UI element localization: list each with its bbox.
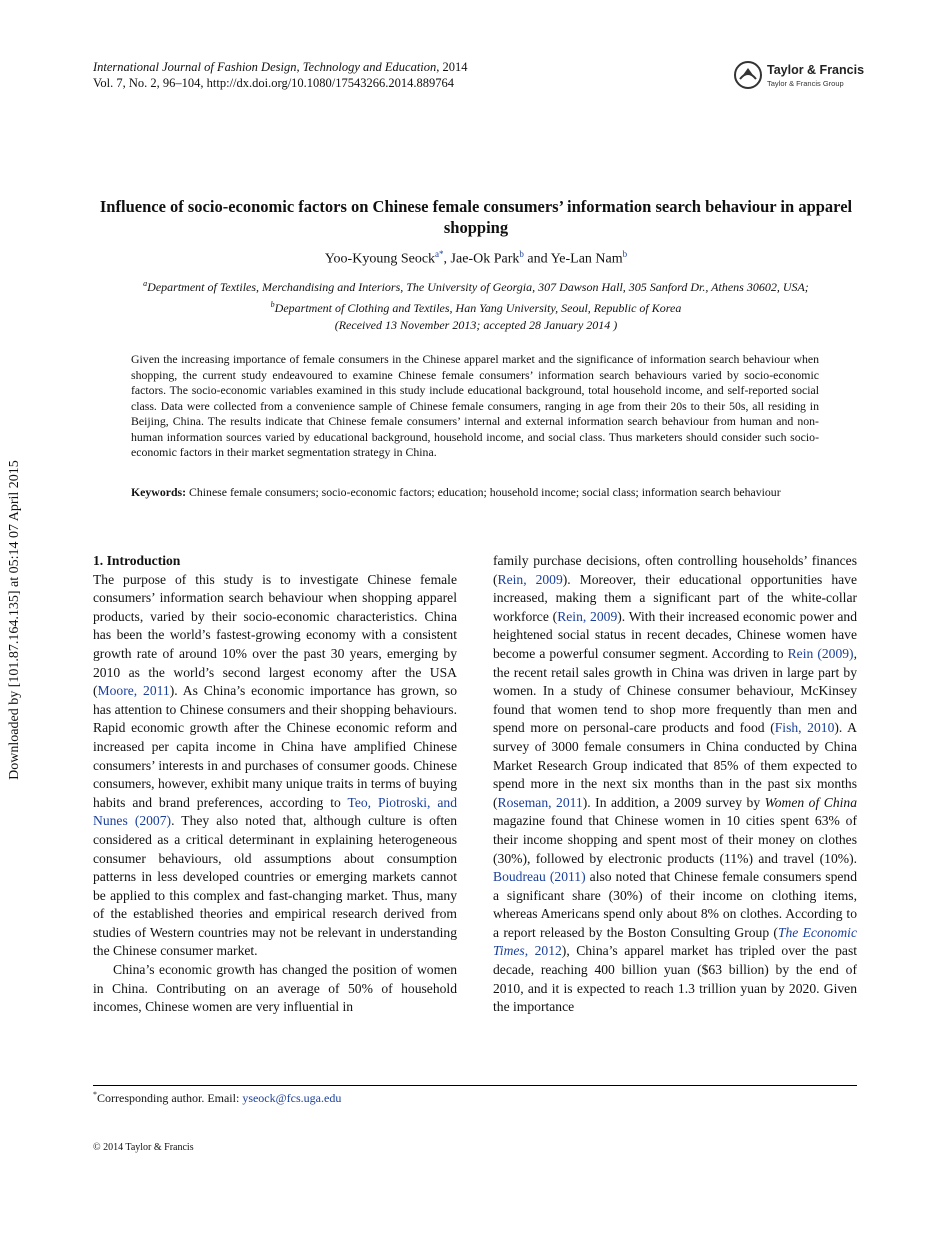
author-list: Yoo-Kyoung Seock$^{a*}$, Jae-Ok Park$^b$ and Ye-Lan Nam$^b$	[324, 249, 628, 267]
download-stamp: Downloaded by [101.87.164.135] at 05:14 07 April 2015	[7, 460, 22, 780]
affiliations	[120, 275, 832, 317]
author-name: Yoo-Kyoung Seock	[324, 251, 436, 267]
paragraph: China’s economic growth has changed the position of women in China. Contributing on an average of 50% of household incomes, Chinese women are very influential in	[93, 962, 457, 1015]
affil-mark: b	[270, 300, 275, 309]
footnote-text: Corresponding author. Email:	[97, 1091, 243, 1105]
text-run: , the recent retail sales growth in China was driven in large part by women. In a study of Chinese consumer behaviour, McKinsey found that women tend to shop more frequently than men and spend more on personal-care products and food (	[493, 645, 857, 736]
text-run: magazine found that Chinese women in 10 cities spent 63% of their income shopping and spent most of their money on clothes (30%), followed by electronic products (11%) and travel (10%).	[493, 813, 857, 866]
text-run: ). Moreover, their educational opportunities have increased, making them a significant part of the white-collar workforce (	[493, 571, 857, 624]
article-title: Influence of socio-economic factors on Chinese female consumers’ information search behaviour in apparel shopping	[99, 197, 853, 237]
citation-year: , 2012	[524, 943, 562, 959]
text-run: The purpose of this study is to investigate Chinese female consumers’ information search behaviour when shopping apparel products, varied by their socio-economic characteristics. China has been the world’s fastest-growing economy with a consistent growth rate of around 10% over the past 30 years, emerging by 2010 as the world’s second largest economy after the USA (	[93, 571, 457, 699]
keywords	[131, 485, 819, 501]
citation: Vol. 7, No. 2, 96–104, http://dx.doi.org/10.1080/17543266.2014.889764	[93, 76, 455, 90]
keywords-label: Keywords:	[131, 485, 187, 499]
author-mark: a*	[435, 249, 444, 259]
author-name: Jae-Ok Park	[450, 251, 520, 267]
footnote	[93, 1090, 341, 1106]
text-run: ). In addition, a 2009 survey by	[582, 794, 765, 810]
email-link[interactable]: yseock@fcs.uga.edu	[242, 1091, 342, 1105]
received-dates: (Received 13 November 2013; accepted 28 January 2014 )	[334, 318, 618, 332]
text-run: family purchase decisions, often controlling households’ finances (	[493, 553, 857, 587]
citation-link[interactable]: Fish, 2010	[774, 720, 835, 736]
citation-italic: The Economic Times	[493, 924, 857, 959]
text-run: ). A survey of 3000 female consumers in China conducted by China Market Research Group indicated that 85% of them expected to spend more in the next six months than in the past six months (	[493, 720, 857, 810]
author-mark: b	[519, 249, 524, 259]
citation-link[interactable]: Moore, 2011	[97, 683, 170, 699]
abstract: Given the increasing importance of female consumers in the Chinese apparel market and the significance of information search behaviour when shopping, the current study endeavoured to examine Chinese female consumers’ information search behaviours varied by socio-economic factors. The socio-economic variables examined in this study include educational background, total household income, and self-reported social class. Data were collected from a convenience sample of Chinese female consumers, ranging in age from their 20s to their 50s, all residing in Beijing, China. The results indicate that Chinese female consumers’ internal and external information search behaviour from human and non-human information sources varied by educational background, household income, and social class. Thus marketers should consider such socio-economic factors in their market segmentation strategy in China.	[131, 352, 819, 459]
publisher-brand: Taylor & Francis	[767, 63, 865, 77]
citation-link[interactable]: Rein, 2009	[497, 571, 563, 587]
text-run: ). With their increased economic power and heightened social status in recent decades, Chinese women have become a powerful consumer segment. According to	[493, 608, 857, 661]
journal-header	[93, 59, 468, 91]
affil-mark: a	[143, 279, 148, 288]
journal-year: , 2014	[436, 60, 468, 74]
paragraph	[493, 552, 857, 1017]
citation-link[interactable]: Boudreau (2011)	[493, 869, 586, 885]
affiliation-a: Department of Textiles, Merchandising and Interiors, The University of Georgia, 307 Dawson Hall, 305 Sanford Dr., Athens 30602, USA;	[147, 280, 809, 294]
section-heading: 1. Introduction	[93, 553, 181, 568]
magazine-title: Women of China	[764, 794, 858, 810]
taylor-francis-emblem-icon	[733, 60, 763, 90]
publisher-group: Taylor & Francis Group	[767, 79, 844, 88]
keywords-list: Chinese female consumers; socio-economic factors; education; household income; social class; information search behaviour	[189, 485, 781, 499]
citation-link[interactable]: Teo, Piotroski, and Nunes (2007)	[93, 794, 457, 829]
text-run: ), China’s apparel market has tripled over the past decade, reaching 400 billion yuan ($63 billion) by the end of 2010, and it is expected to reach 1.3 trillion yuan by 2020. Given the importance	[493, 943, 858, 1015]
author-mark: b	[622, 249, 628, 259]
author-name: Ye-Lan Nam	[550, 251, 623, 267]
citation-link[interactable]: Rein, 2009	[557, 608, 618, 624]
publisher-logo[interactable]	[733, 60, 863, 94]
footnote-divider	[93, 1085, 857, 1086]
citation-link[interactable]: Roseman, 2011	[497, 794, 583, 810]
footnote-mark: *	[93, 1090, 97, 1099]
paragraph	[93, 571, 457, 961]
affiliation-b: Department of Clothing and Textiles, Han Yang University, Seoul, Republic of Korea	[274, 301, 682, 315]
left-column	[93, 552, 457, 1017]
text-run: ). As China’s economic importance has grown, so has attention to Chinese consumers and their shopping behaviours. Rapid economic growth after the Chinese economic reform and increased per capita income in China have amplified Chinese consumers’ interests in and purchases of consumer goods. Chinese consumers, however, exhibit many unique traits in terms of buying habits and brand preferences, according to	[93, 683, 457, 810]
copyright: © 2014 Taylor & Francis	[93, 1142, 194, 1153]
citation-link[interactable]: Rein (2009)	[787, 645, 854, 661]
journal-name: International Journal of Fashion Design, Technology and Education	[93, 60, 437, 74]
text-run: . They also noted that, although culture is often considered as a critical determinant in explaining heterogeneous consumer behaviours, old assumptions about consumption patterns in less developed countries or emerging markets cannot be applied to this complex and fast-changing market. Thus, many of the established theories and empirical research derived from studies of Western countries may not be relevant in understanding the Chinese consumer market.	[93, 813, 457, 959]
right-column	[493, 552, 857, 1017]
text-run: also noted that Chinese female consumers spend a significant share (30%) of their income on clothing items, whereas Americans spend only about 8% on clothes. According to a report released by the Boston Consulting Group (	[493, 869, 857, 940]
